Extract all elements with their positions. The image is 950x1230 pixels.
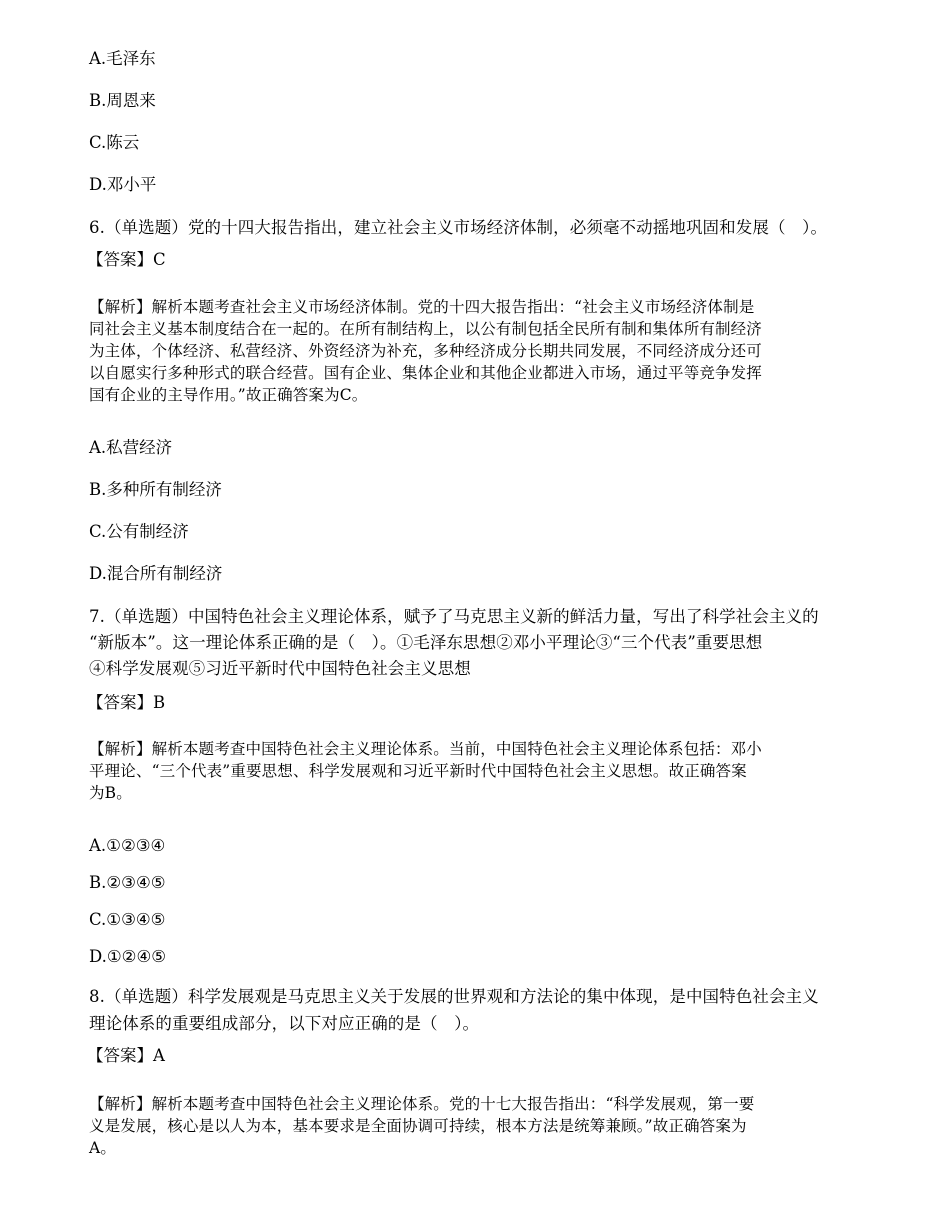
question-7-option-d: D.①②④⑤ bbox=[89, 947, 167, 966]
question-6-option-b: B.多种所有制经济 bbox=[89, 480, 222, 499]
question-8-text-line: 理论体系的重要组成部分，以下对应正确的是（ ）。 bbox=[89, 1014, 480, 1033]
question-7-option-c: C.①③④⑤ bbox=[89, 910, 166, 929]
question-8-text-line: 8.（单选题）科学发展观是马克思主义关于发展的世界观和方法论的集中体现，是中国特色社会主义 bbox=[89, 987, 819, 1006]
question-7-answer: 【答案】B bbox=[87, 693, 166, 712]
option-a: A.毛泽东 bbox=[89, 49, 156, 68]
question-6-option-d: D.混合所有制经济 bbox=[89, 564, 223, 583]
question-8-explanation-line: A。 bbox=[89, 1139, 116, 1157]
question-6-explanation-line: 同社会主义基本制度结合在一起的。在所有制结构上，以公有制包括全民所有制和集体所有制经济 bbox=[89, 320, 762, 338]
question-7-option-a: A.①②③④ bbox=[89, 836, 166, 855]
option-c: C.陈云 bbox=[89, 133, 140, 152]
question-7-text-line: ④科学发展观⑤习近平新时代中国特色社会主义思想 bbox=[89, 659, 471, 678]
question-6-explanation-line: 为主体，个体经济、私营经济、外资经济为补充，多种经济成分长期共同发展，不同经济成分还可 bbox=[89, 342, 762, 360]
question-6-option-a: A.私营经济 bbox=[89, 438, 173, 457]
question-7-explanation-line: 【解析】解析本题考查中国特色社会主义理论体系。当前，中国特色社会主义理论体系包括：邓小 bbox=[89, 740, 762, 758]
question-7-explanation-line: 为B。 bbox=[89, 784, 132, 802]
question-6-answer: 【答案】C bbox=[87, 250, 166, 269]
question-8-answer: 【答案】A bbox=[87, 1046, 165, 1065]
question-7-text-line: 7.（单选题）中国特色社会主义理论体系，赋予了马克思主义新的鲜活力量，写出了科学社会主义的 bbox=[89, 607, 819, 626]
question-7-text-line: “新版本”。这一理论体系正确的是（ ）。①毛泽东思想②邓小平理论③“三个代表”重要思想 bbox=[89, 633, 763, 652]
question-6-text: 6.（单选题）党的十四大报告指出，建立社会主义市场经济体制，必须毫不动摇地巩固和发展（ ）。 bbox=[89, 218, 828, 237]
question-7-explanation-line: 平理论、“三个代表”重要思想、科学发展观和习近平新时代中国特色社会主义思想。故正确答案 bbox=[89, 762, 747, 780]
question-6-explanation-line: 国有企业的主导作用。”故正确答案为C。 bbox=[89, 386, 368, 404]
option-b: B.周恩来 bbox=[89, 91, 156, 110]
question-6-explanation-line: 【解析】解析本题考查社会主义市场经济体制。党的十四大报告指出：“社会主义市场经济体制是 bbox=[89, 298, 755, 316]
question-6-explanation-line: 以自愿实行多种形式的联合经营。国有企业、集体企业和其他企业都进入市场，通过平等竞争发挥 bbox=[89, 364, 762, 382]
question-7-option-b: B.②③④⑤ bbox=[89, 873, 166, 892]
option-d: D.邓小平 bbox=[89, 175, 157, 194]
question-8-explanation-line: 【解析】解析本题考查中国特色社会主义理论体系。党的十七大报告指出：“科学发展观，第一要 bbox=[89, 1095, 755, 1113]
question-6-option-c: C.公有制经济 bbox=[89, 522, 189, 541]
question-8-explanation-line: 义是发展，核心是以人为本，基本要求是全面协调可持续，根本方法是统筹兼顾。”故正确答案为 bbox=[89, 1117, 747, 1135]
